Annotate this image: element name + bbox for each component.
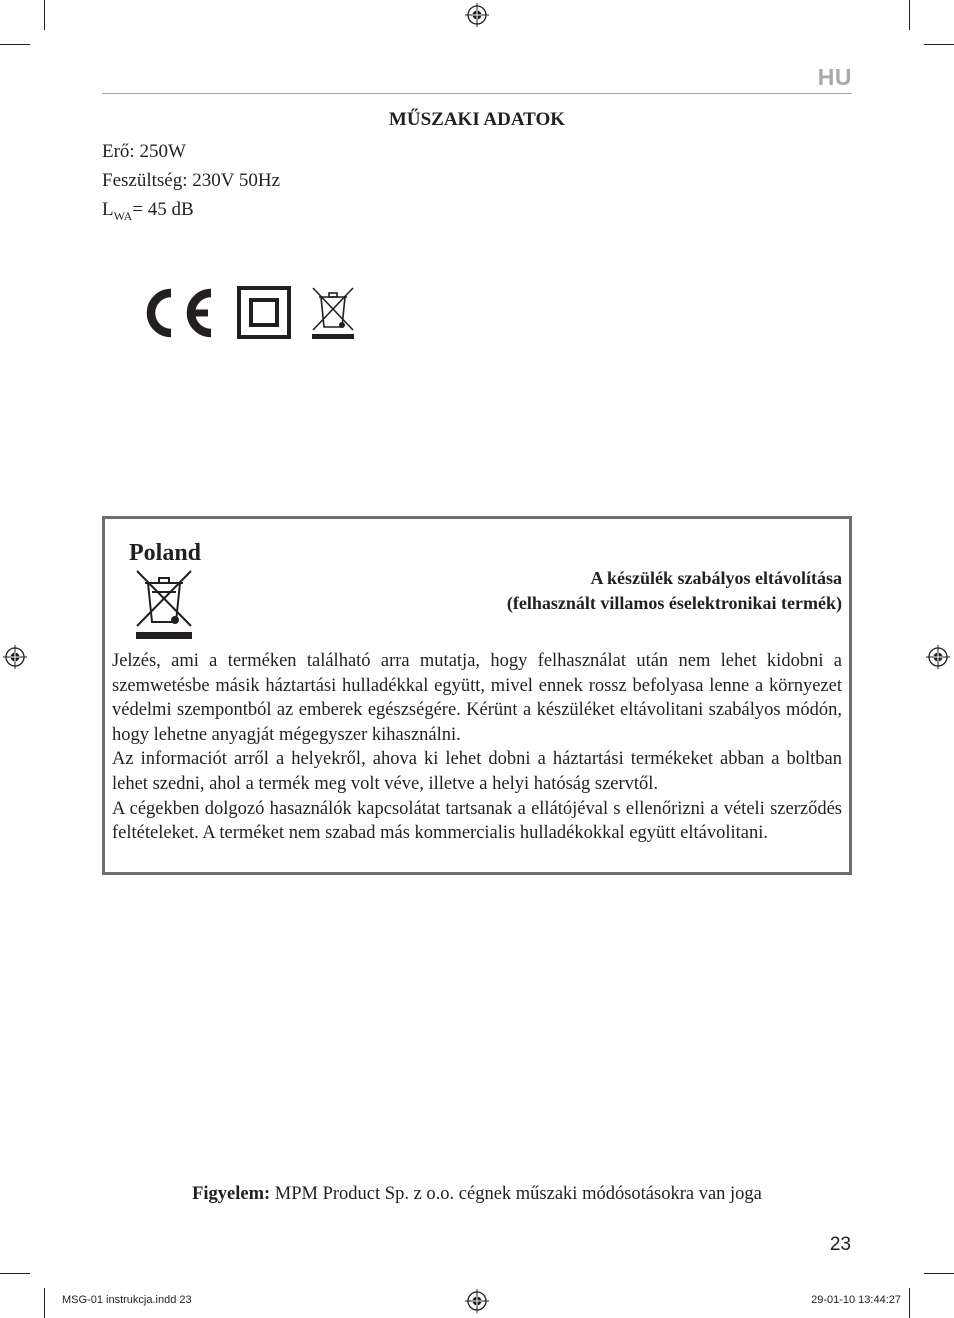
page-number: 23: [829, 1234, 851, 1255]
manufacturer-notice: [0, 1184, 954, 1205]
spec-noise-value: = 45 dB: [132, 199, 194, 220]
slug-filename: MSG-01 instrukcja.indd 23: [62, 1294, 192, 1306]
slug-timestamp: 29-01-10 13:44:27: [811, 1294, 901, 1306]
header-rule: [102, 93, 852, 94]
class-ii-double-insulation-icon: [237, 286, 291, 339]
spec-voltage: Feszültség: 230V 50Hz: [102, 170, 281, 191]
crop-mark: [924, 1273, 954, 1274]
registration-mark-icon: [926, 645, 950, 669]
country-label: Poland: [129, 540, 202, 566]
disposal-heading: A készülék szabályos eltávolítása: [590, 568, 842, 588]
crop-mark: [909, 1288, 910, 1318]
spec-noise: [102, 199, 194, 224]
crop-mark: [44, 0, 45, 30]
ce-mark-icon: [141, 287, 215, 339]
registration-mark-icon: [3, 645, 27, 669]
disposal-paragraph: A cégekben dolgozó hasaználók kapcsolátat tartsanak a ellátójéval s ellenőrizni a vételi szerződés feltételeket. A terméket nem szabad más kommercialis hulladékokkal együtt eltávolitani.: [112, 798, 842, 844]
weee-crossed-bin-icon: [134, 568, 194, 641]
crop-mark: [0, 1273, 30, 1274]
disposal-body: [112, 649, 842, 846]
crop-mark: [909, 0, 910, 30]
disposal-paragraph: Jelzés, ami a terméken található arra mutatja, hogy felhasználat után nem lehet kidobni a szemwetésbe másik háztartási hulladékkal együtt, mivel ennek rossz befolyasa lenne a környezet védelmi szempontból az emberek egészségére. Kérünt a készüléket eltávolitani szabályos módón, hogy lehetne anyagját mégegyszer kihasználni.: [112, 651, 842, 745]
crop-mark: [0, 44, 30, 45]
registration-mark-icon: [465, 1289, 489, 1313]
language-code: HU: [817, 64, 852, 90]
spec-noise-symbol: L: [102, 199, 114, 220]
page-title: MŰSZAKI ADATOK: [388, 109, 566, 130]
notice-text: MPM Product Sp. z o.o. cégnek műszaki módósotásokra van joga: [270, 1184, 762, 1204]
registration-mark-icon: [465, 3, 489, 27]
disposal-paragraph: Az informaciót arről a helyekről, ahova ki lehet dobni a háztartási termékeket abban a boltban lehet szedni, ahol a termék meg volt véve, illetve a helyi hatóság szervtől.: [112, 749, 842, 794]
crop-mark: [924, 44, 954, 45]
disposal-subheading: (felhasznált villamos éselektronikai termék): [506, 593, 842, 613]
crop-mark: [44, 1288, 45, 1318]
notice-label: Figyelem:: [192, 1184, 271, 1204]
spec-noise-subscript: WA: [113, 208, 133, 223]
weee-crossed-bin-icon: [310, 285, 356, 340]
spec-power: Erő: 250W: [102, 141, 186, 162]
